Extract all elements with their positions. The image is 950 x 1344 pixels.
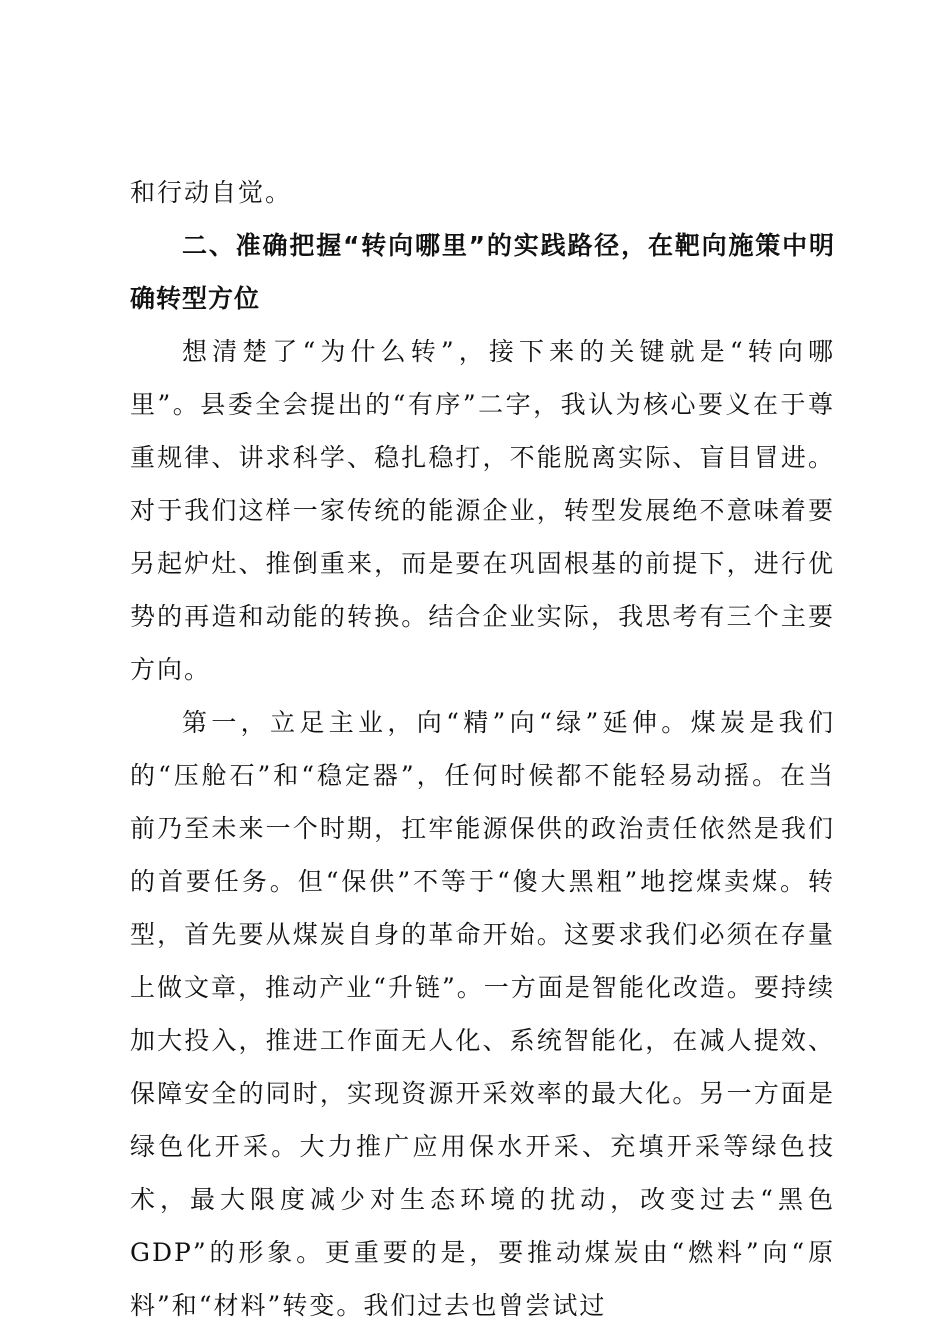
- section-heading: 二、准确把握“转向哪里”的实践路径，在靶向施策中明确转型方位: [130, 231, 835, 313]
- paragraph-intro: 想清楚了“为什么转”，接下来的关键就是“转向哪里”。县委全会提出的“有序”二字，我认为核心要义在于尊重规律、讲求科学、稳扎稳打，不能脱离实际、盲目冒进。对于我们这样一家传统的能源企业，转型发展绝不意味着要另起炉灶、推倒重来，而是要在巩固根基的前提下，进行优势的再造和动能的转换。结合企业实际，我思考有三个主要方向。: [130, 337, 835, 684]
- paragraph-continuation: 和行动自觉。: [130, 178, 293, 207]
- paragraph-first-direction: 第一，立足主业，向“精”向“绿”延伸。煤炭是我们的“压舱石”和“稳定器”，任何时候都不能轻易动摇。在当前乃至未来一个时期，扛牢能源保供的政治责任依然是我们的首要任务。但“保供”不等于“傻大黑粗”地挖煤卖煤。转型，首先要从煤炭自身的革命开始。这要求我们必须在存量上做文章，推动产业“升链”。一方面是智能化改造。要持续加大投入，推进工作面无人化、系统智能化，在减人提效、保障安全的同时，实现资源开采效率的最大化。另一方面是绿色化开采。大力推广应用保水开采、充填开采等绿色技术，最大限度减少对生态环境的扰动，改变过去“黑色GDP”的形象。更重要的是，要推动煤炭由“燃料”向“原料”和“材料”转变。我们过去也曾尝试过: [130, 708, 835, 1320]
- document-body: [130, 166, 835, 1332]
